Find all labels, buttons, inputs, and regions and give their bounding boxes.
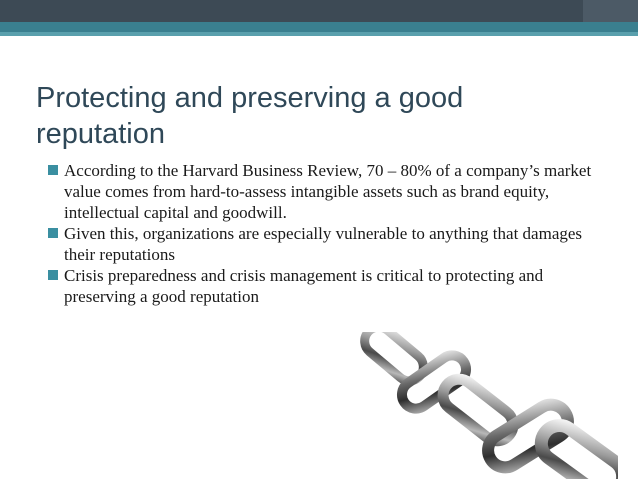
bullet-item [46, 265, 606, 307]
slide-title: Protecting and preserving a good reputation [36, 82, 464, 150]
square-bullet-icon [48, 270, 58, 280]
square-bullet-icon [48, 228, 58, 238]
bullet-item [46, 160, 606, 223]
bullet-text: According to the Harvard Business Review, 70 – 80% of a company’s market value comes from hard-to-assess intangible assets such as brand equity, intellectual capital and goodwill. [64, 161, 592, 222]
chain-links-icon [356, 332, 618, 479]
bullet-text: Given this, organizations are especially vulnerable to anything that damages their reputations [64, 224, 583, 264]
bullet-list [46, 160, 606, 307]
bullet-text: Crisis preparedness and crisis management is critical to protecting and preserving a good reputation [64, 266, 544, 306]
header-band-teal-light [0, 32, 638, 36]
square-bullet-icon [48, 165, 58, 175]
header-band-accent [583, 0, 638, 22]
header-band [0, 0, 638, 36]
bullet-item [46, 223, 606, 265]
header-band-dark [0, 0, 638, 22]
header-band-teal [0, 22, 638, 32]
